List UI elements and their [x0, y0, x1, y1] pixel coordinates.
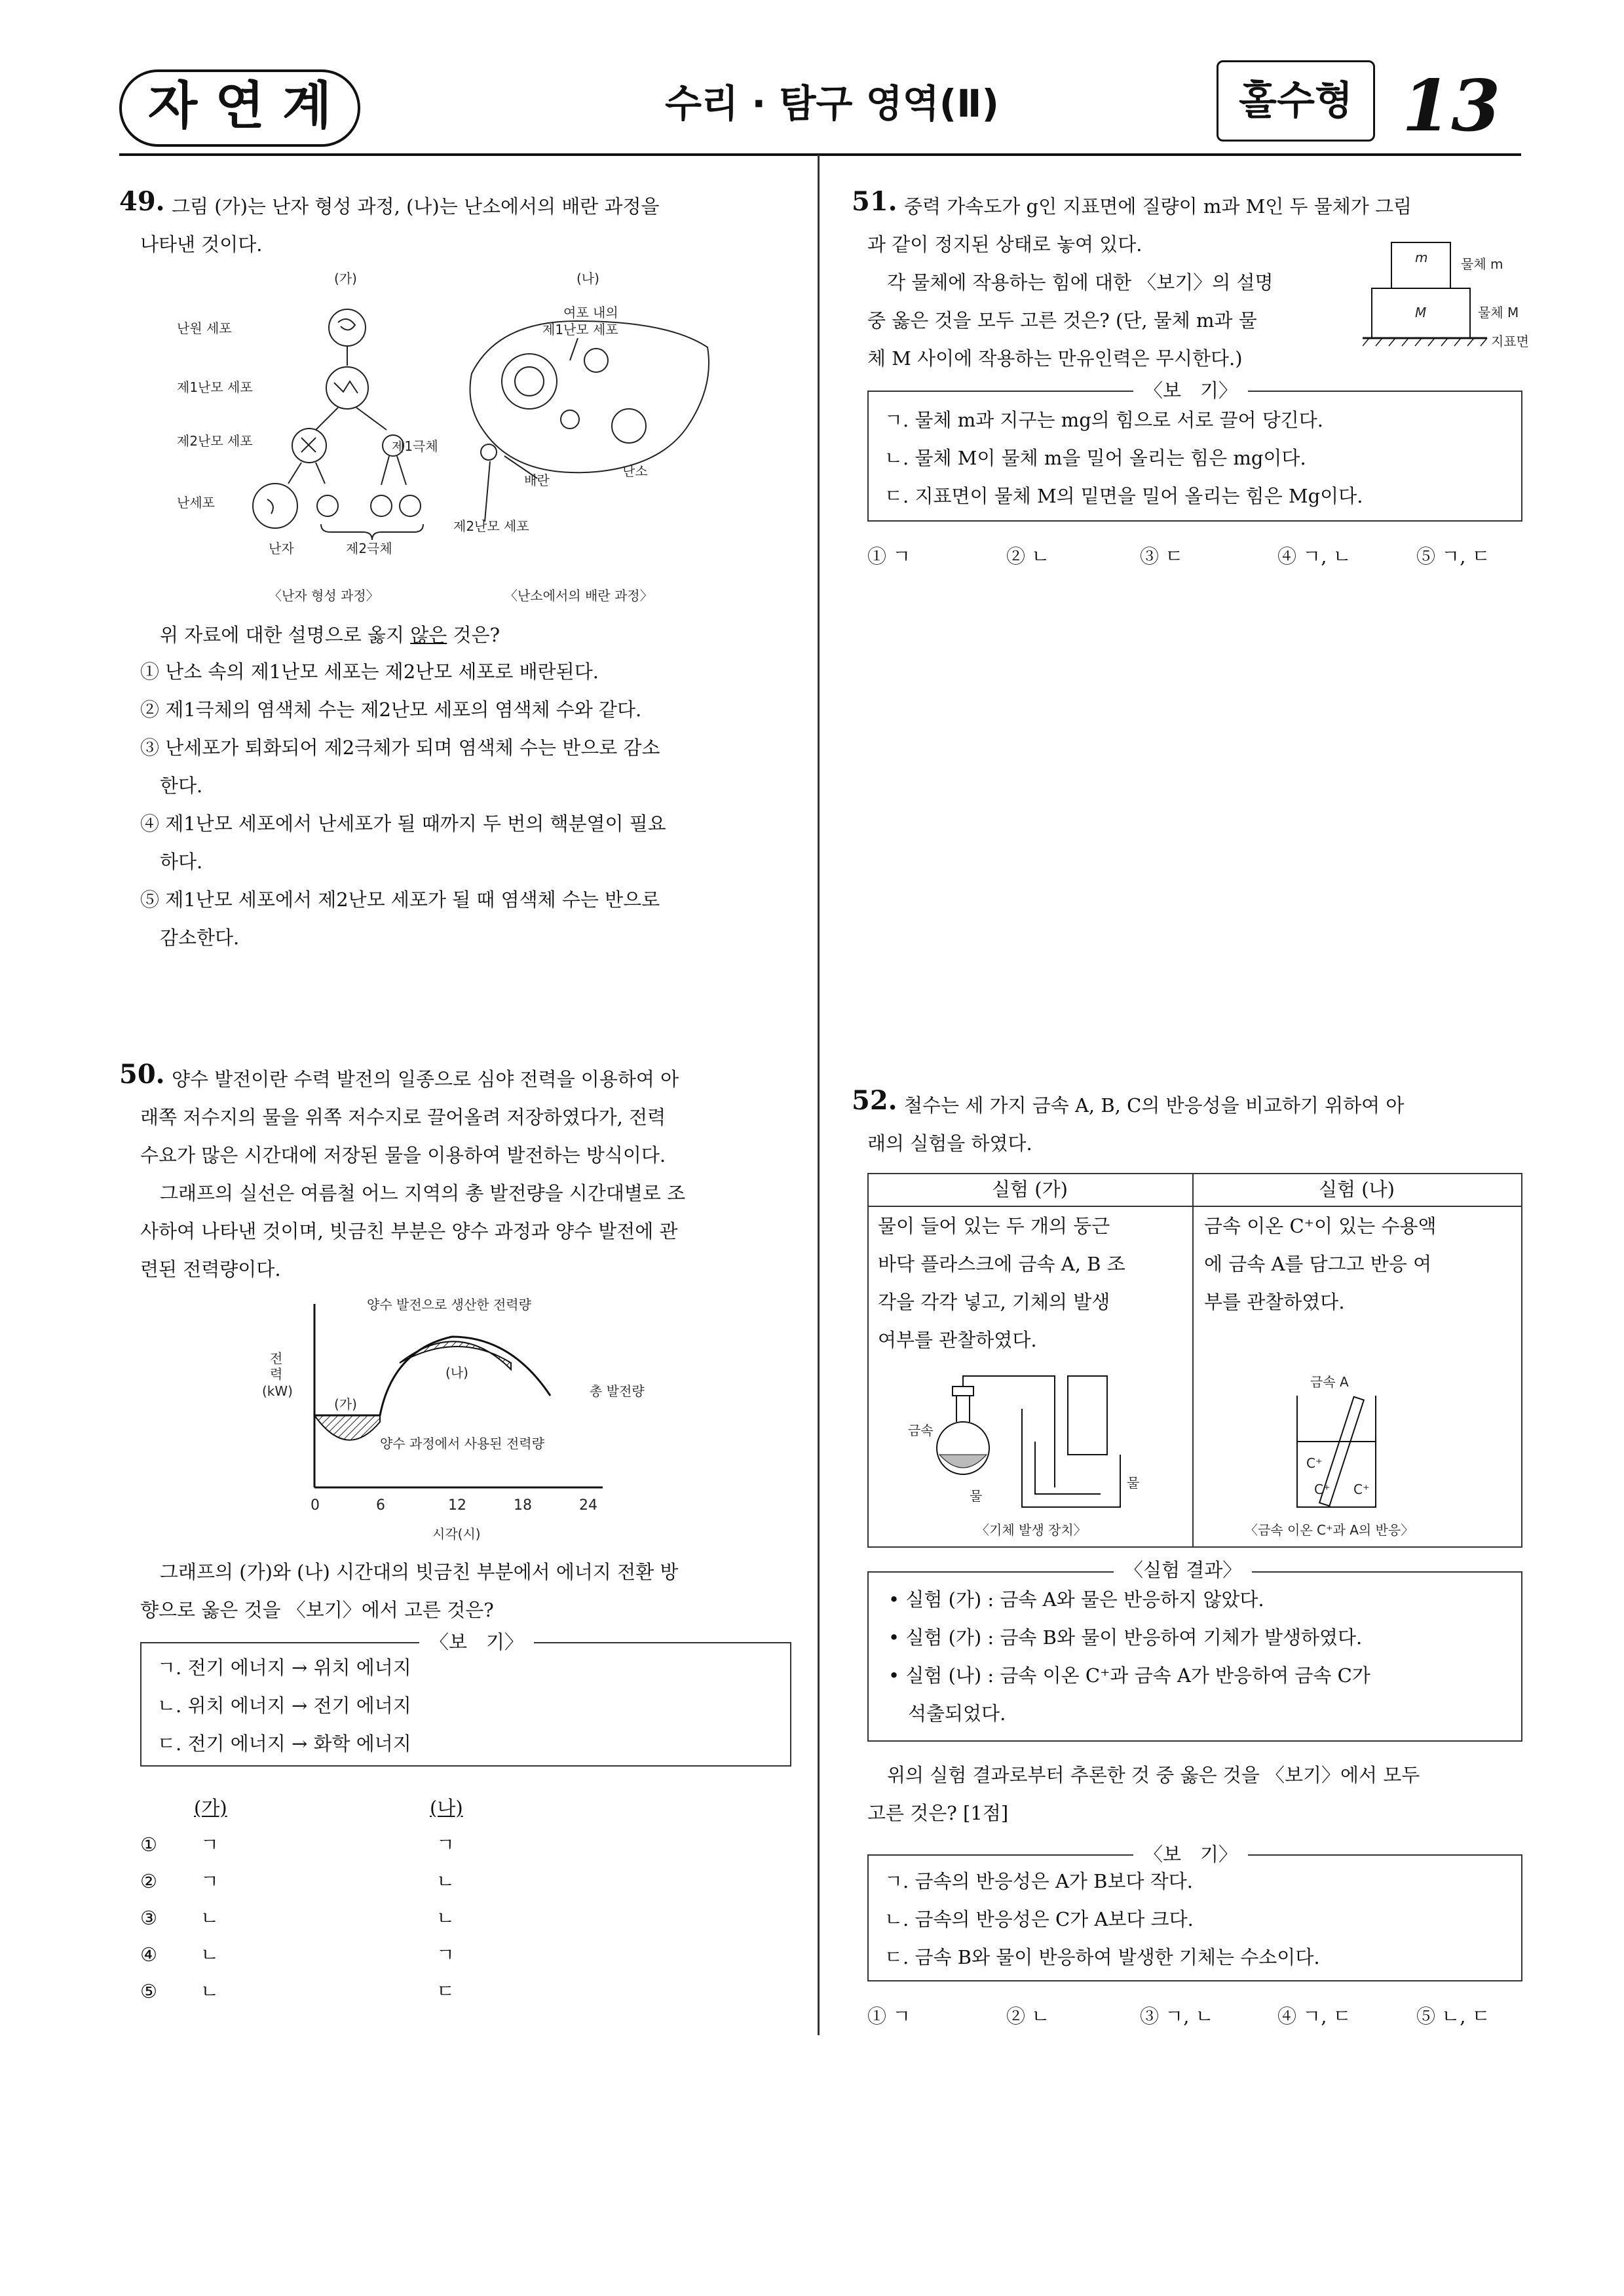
option-3[interactable]: ③ 난세포가 퇴화되어 제2극체가 되며 염색체 수는 반으로 감소: [140, 737, 660, 759]
follicle-label: 여포 내의: [563, 305, 618, 320]
answer-option[interactable]: ⑤: [140, 1980, 157, 2002]
fig-label-a: (가): [334, 271, 357, 286]
stem-line: 체 M 사이에 작용하는 만유인력은 무시한다.): [867, 347, 1243, 370]
answer-col-b: (나): [430, 1797, 463, 1819]
header-rule: [119, 153, 1521, 156]
question-text: 향으로 옳은 것을 〈보기〉에서 고른 것은?: [140, 1599, 494, 1621]
bottom-label: 양수 과정에서 사용된 전력량: [380, 1436, 544, 1451]
question-number: 51.: [852, 186, 897, 217]
answer-a-value: ㄴ: [200, 1943, 219, 1966]
label-obj-m: 물체 m: [1461, 256, 1503, 272]
table-cell: 각을 각각 넣고, 기체의 발생: [878, 1291, 1110, 1313]
stem-line: 래의 실험을 하였다.: [867, 1132, 1032, 1155]
stem-line: 중 옳은 것을 모두 고른 것은? (단, 물체 m과 물: [867, 309, 1257, 332]
question-number: 49.: [119, 186, 165, 217]
caption-b: 〈난소에서의 배란 과정〉: [504, 588, 653, 603]
table-cell: 바닥 플라스크에 금속 A, B 조: [878, 1253, 1125, 1275]
result-title: 〈실험 결과〉: [1114, 1557, 1252, 1583]
ion-label: C⁺: [1306, 1455, 1323, 1471]
answer-option-2[interactable]: ② ㄴ: [1006, 545, 1050, 567]
section-title: 수리 · 탐구 영역(Ⅱ): [665, 81, 999, 126]
result-item: • 실험 (나) : 금속 이온 C⁺과 금속 A가 반응하여 금속 C가: [888, 1664, 1370, 1687]
x-tick-label: 6: [376, 1497, 385, 1514]
total-label: 총 발전량: [590, 1383, 645, 1399]
result-item: 석출되었다.: [908, 1702, 1006, 1725]
bogi-item: ㄷ. 전기 에너지 → 화학 에너지: [157, 1732, 411, 1755]
follicle-label-2: 제1난모 세포: [542, 322, 618, 337]
bogi-item: ㄴ. 물체 M이 물체 m을 밀어 올리는 힘은 mg이다.: [884, 447, 1306, 469]
blocks-figure: [1363, 236, 1533, 354]
stem-line: 그림 (가)는 난자 형성 과정, (나)는 난소에서의 배란 과정을: [172, 195, 660, 218]
bogi-item: ㄴ. 금속의 반응성은 C가 A보다 크다.: [884, 1908, 1194, 1930]
option-2[interactable]: ② 제1극체의 염색체 수는 제2난모 세포의 염색체 수와 같다.: [140, 698, 642, 721]
x-label: 시각(시): [432, 1526, 481, 1542]
column-divider: [818, 155, 820, 2035]
y-label: 전: [270, 1350, 283, 1366]
pumping-area: [314, 1415, 380, 1440]
result-item: • 실험 (가) : 금속 B와 물이 반응하여 기체가 발생하였다.: [888, 1626, 1363, 1649]
polar1-label: 제1극체: [392, 438, 438, 454]
answer-option-3[interactable]: ③ ㄷ: [1140, 545, 1184, 567]
question-number: 52.: [852, 1085, 897, 1116]
table-header-b: 실험 (나): [1319, 1178, 1395, 1200]
question-text: 위의 실험 결과로부터 추론한 것 중 옳은 것을 〈보기〉에서 모두: [887, 1764, 1420, 1786]
label-M: M: [1415, 305, 1427, 320]
answer-b-value: ㄴ: [436, 1907, 455, 1929]
label-ground: 지표면: [1491, 334, 1529, 349]
metal-label: 금속: [908, 1423, 934, 1438]
answer-option[interactable]: ④: [140, 1943, 157, 1966]
x-tick-label: 12: [448, 1497, 466, 1514]
option-1[interactable]: ① 난소 속의 제1난모 세포는 제2난모 세포로 배란된다.: [140, 660, 599, 683]
stem-line: 그래프의 실선은 여름철 어느 지역의 총 발전량을 시간대별로 조: [160, 1182, 686, 1204]
egg-label: 난자: [269, 541, 294, 556]
x-tick-label: 24: [579, 1497, 597, 1514]
answer-option-5[interactable]: ⑤ ㄴ, ㄷ: [1416, 2005, 1490, 2027]
answer-option-4[interactable]: ④ ㄱ, ㄴ: [1277, 545, 1351, 567]
answer-option-1[interactable]: ① ㄱ: [867, 545, 911, 567]
stem-line: 과 같이 정지된 상태로 놓여 있다.: [867, 233, 1142, 256]
bogi-title: 〈보 기〉: [1133, 1841, 1248, 1867]
secondary-cell-label: 제2난모 세포: [453, 518, 529, 534]
table-cell: 에 금속 A를 담그고 반응 여: [1204, 1253, 1432, 1275]
caption-a: 〈난자 형성 과정〉: [269, 588, 379, 603]
answer-a-value: ㄱ: [200, 1833, 219, 1856]
oogonium-label: 난원 세포: [177, 320, 232, 336]
stem-line: 래쪽 저수지의 물을 위쪽 저수지로 끌어올려 저장하였다가, 전력: [140, 1106, 666, 1128]
stem-line: 련된 전력량이다.: [140, 1258, 281, 1280]
answer-option-1[interactable]: ① ㄱ: [867, 2005, 911, 2027]
answer-option-3[interactable]: ③ ㄱ, ㄴ: [1140, 2005, 1214, 2027]
ovary-label: 난소: [622, 463, 648, 479]
table-cell: 금속 이온 C⁺이 있는 수용액: [1204, 1215, 1437, 1237]
region-a: (가): [334, 1396, 357, 1412]
region-b: (나): [445, 1365, 468, 1381]
ion-label: C⁺: [1353, 1482, 1370, 1497]
answer-option-4[interactable]: ④ ㄱ, ㄷ: [1277, 2005, 1351, 2027]
option-4[interactable]: ④ 제1난모 세포에서 난세포가 될 때까지 두 번의 핵분열이 필요: [140, 813, 666, 835]
gas-apparatus-figure: [904, 1363, 1179, 1540]
answer-option[interactable]: ③: [140, 1907, 157, 1929]
bogi-item: ㄷ. 지표면이 물체 M의 밑면을 밀어 올리는 힘은 Mg이다.: [884, 485, 1363, 507]
answer-option[interactable]: ②: [140, 1870, 157, 1892]
answer-b-value: ㄷ: [436, 1980, 455, 2002]
answer-a-value: ㄴ: [200, 1980, 219, 2002]
table-cell: 부를 관찰하였다.: [1204, 1291, 1345, 1313]
answer-col-a: (가): [194, 1797, 227, 1819]
ootid-label: 난세포: [177, 495, 215, 510]
top-label: 양수 발전으로 생산한 전력량: [367, 1297, 531, 1312]
stem-line: 철수는 세 가지 금속 A, B, C의 반응성을 비교하기 위하여 아: [904, 1094, 1405, 1117]
water-label: 물: [970, 1488, 983, 1504]
bogi-item: ㄷ. 금속 B와 물이 반응하여 발생한 기체는 수소이다.: [884, 1946, 1320, 1968]
x-tick-label: 18: [514, 1497, 532, 1514]
bogi-item: ㄱ. 금속의 반응성은 A가 B보다 작다.: [884, 1870, 1193, 1892]
bogi-title: 〈보 기〉: [419, 1629, 534, 1655]
x-tick-label: 0: [311, 1497, 320, 1514]
answer-b-value: ㄱ: [436, 1943, 455, 1966]
power-graph: [262, 1291, 681, 1546]
bogi-item: ㄴ. 위치 에너지 → 전기 에너지: [157, 1694, 411, 1717]
table-cell: 여부를 관찰하였다.: [878, 1329, 1037, 1351]
answer-a-value: ㄴ: [200, 1907, 219, 1929]
ion-reaction-figure: [1225, 1363, 1507, 1540]
ovulation-label: 배란: [524, 472, 550, 488]
answer-a-value: ㄱ: [200, 1870, 219, 1892]
stem-line: 나타낸 것이다.: [140, 233, 263, 256]
table-cell: 물이 들어 있는 두 개의 둥근: [878, 1215, 1110, 1237]
track-label: 자 연 계: [147, 76, 332, 136]
option-5[interactable]: ⑤ 제1난모 세포에서 제2난모 세포가 될 때 염색체 수는 반으로: [140, 889, 660, 911]
answer-option-2[interactable]: ② ㄴ: [1006, 2005, 1050, 2027]
stem-line: 양수 발전이란 수력 발전의 일종으로 심야 전력을 이용하여 아: [172, 1068, 679, 1090]
bogi-item: ㄱ. 전기 에너지 → 위치 에너지: [157, 1656, 411, 1679]
option-5-cont: 감소한다.: [160, 927, 240, 949]
result-item: • 실험 (가) : 금속 A와 물은 반응하지 않았다.: [888, 1588, 1264, 1611]
option-4-cont: 하다.: [160, 851, 203, 873]
label-m: m: [1415, 250, 1428, 265]
fig-label-b: (나): [576, 271, 599, 286]
bogi-item: ㄱ. 물체 m과 지구는 mg의 힘으로 서로 끌어 당긴다.: [884, 409, 1323, 431]
table-col-divider: [1192, 1173, 1194, 1546]
water-label-2: 물: [1127, 1475, 1140, 1491]
question-number: 50.: [119, 1059, 165, 1090]
option-3-cont: 한다.: [160, 775, 203, 797]
polar2-label: 제2극체: [346, 541, 392, 556]
stem-line: 사하여 나타낸 것이며, 빗금친 부분은 양수 과정과 양수 발전에 관: [140, 1220, 678, 1242]
page-number: 13: [1402, 65, 1501, 147]
metal-a-label: 금속 A: [1310, 1374, 1349, 1390]
caption-a: 〈기체 발생 장치〉: [976, 1522, 1087, 1538]
primary-label: 제1난모 세포: [177, 379, 253, 395]
oogenesis-figure: [170, 262, 721, 609]
exam-type-badge: 홀수형: [1217, 60, 1375, 142]
y-label: (kW): [262, 1383, 293, 1399]
ion-label: C⁺: [1314, 1482, 1331, 1497]
bogi-title: 〈보 기〉: [1133, 377, 1248, 404]
secondary-label: 제2난모 세포: [177, 433, 253, 449]
answer-option[interactable]: ①: [140, 1833, 157, 1856]
stem-line: 수요가 많은 시간대에 저장된 물을 이용하여 발전하는 방식이다.: [140, 1144, 666, 1166]
caption-b: 〈금속 이온 C⁺과 A의 반응〉: [1245, 1522, 1414, 1538]
answer-option-5[interactable]: ⑤ ㄱ, ㄷ: [1416, 545, 1490, 567]
question-text: 위 자료에 대한 설명으로 옳지 않은 것은?: [160, 624, 500, 646]
stem-line: 중력 가속도가 g인 지표면에 질량이 m과 M인 두 물체가 그림: [904, 195, 1412, 218]
answer-b-value: ㄱ: [436, 1833, 455, 1856]
label-obj-M: 물체 M: [1478, 305, 1519, 320]
question-text: 고른 것은? [1점]: [867, 1802, 1009, 1824]
answer-b-value: ㄴ: [436, 1870, 455, 1892]
table-header-a: 실험 (가): [992, 1178, 1068, 1200]
y-label: 력: [270, 1366, 283, 1382]
stem-line: 각 물체에 작용하는 힘에 대한 〈보기〉의 설명: [887, 271, 1274, 294]
question-text: 그래프의 (가)와 (나) 시간대의 빗금친 부분에서 에너지 전환 방: [160, 1561, 679, 1583]
